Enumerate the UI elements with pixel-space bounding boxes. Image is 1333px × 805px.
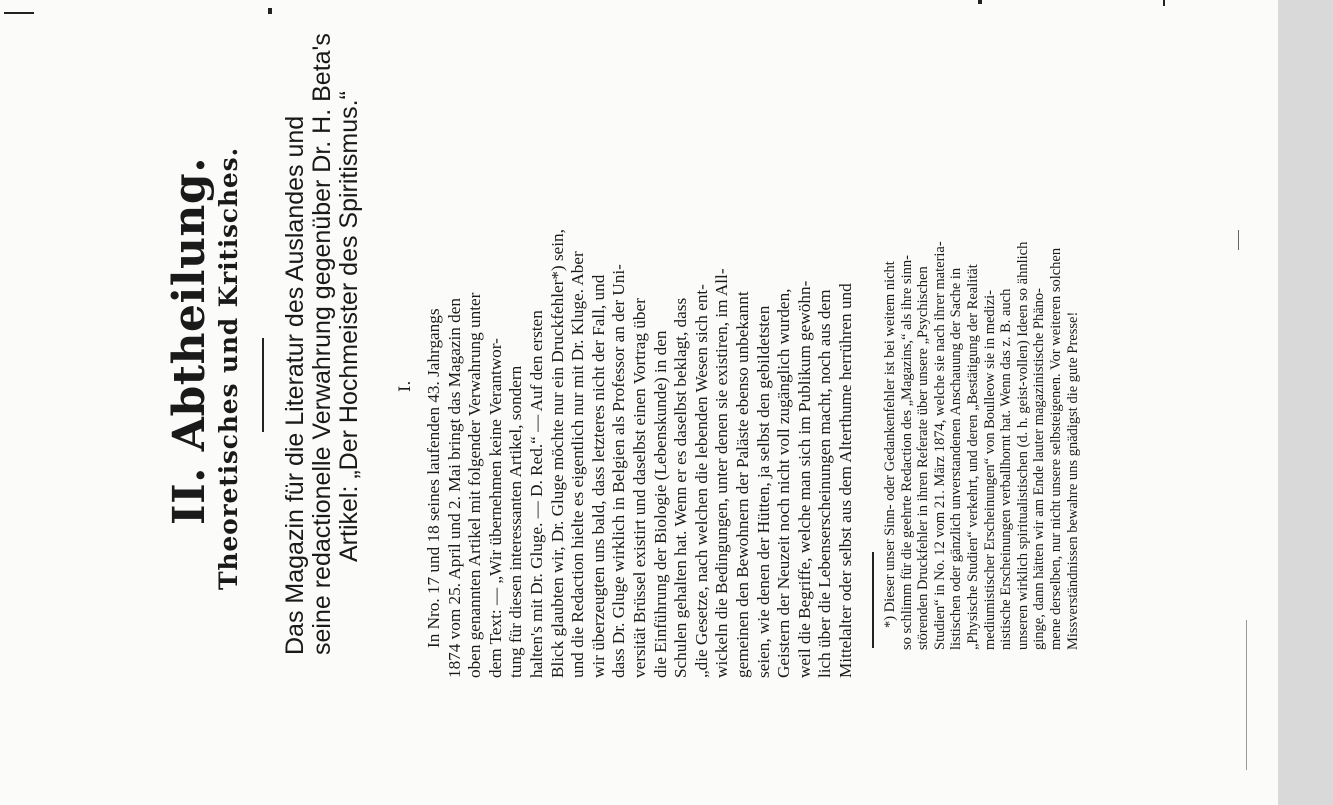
footnote-line: mene derselben, nur nicht unsere selbsteigenen. Vor weiteren solchen bbox=[1047, 247, 1064, 650]
footnote-line: so schlimm für die geehrte Redaction des „Magazins,“ als ihre sinn- bbox=[898, 254, 915, 650]
body-line: die Einführung der Biologie (Lebenskunde) in den bbox=[650, 330, 670, 678]
body-line: dem Text: — „Wir übernehmen keine Verantwor- bbox=[485, 338, 505, 678]
article-title bbox=[282, 33, 363, 655]
footnote-line: Studien“ in No. 12 vom 21. März 1874, welche sie nach ihrer materia- bbox=[931, 241, 948, 650]
body-line: wickeln die Bedingungen, unter denen sie existiren, im All- bbox=[712, 268, 732, 678]
scan-mark bbox=[1163, 0, 1165, 6]
part-numeral: I. bbox=[395, 380, 414, 392]
page-edge-line bbox=[1238, 230, 1239, 250]
body-line: Schulen gehalten hat. Wenn er es daselbst beklagt, dass bbox=[671, 297, 691, 678]
sidebar bbox=[1278, 0, 1333, 805]
body-line: gemeinen den Bewohnern der Paläste ebenso unbekannt bbox=[732, 291, 752, 678]
footnote-line: nistische Erscheinungen verballhornt hat. Wenn das z. B. auch bbox=[998, 288, 1015, 650]
page-edge-line bbox=[1246, 620, 1247, 770]
body-line: dass Dr. Gluge wirklich in Belgien als Professor an der Uni- bbox=[609, 264, 629, 678]
body-line: versität Brüssel existirt und daselbst einen Vortrag über bbox=[629, 298, 649, 678]
footnote-line: unseren wirklich spiritualistischen (d. h. geist-vollen) Ideen so ähnlich bbox=[1014, 241, 1031, 650]
footnote-line: listischen oder gänzlich unverstandenen Anschauung der Sache in bbox=[948, 267, 965, 650]
footnote-line: *) Dieser unser Sinn- oder Gedankenfehler ist bei weitem nicht bbox=[882, 261, 898, 628]
title-line: Artikel: „Der Hochmeister des Spiritismus.“ bbox=[335, 91, 363, 562]
title-line: seine redactionelle Verwahrung gegenüber Dr. H. Beta's bbox=[308, 33, 336, 655]
body-line: halten's mit Dr. Gluge. — D. Red.“ — Auf den ersten bbox=[526, 310, 546, 678]
body-line: In Nro. 17 und 18 seines laufenden 43. Jahrgangs bbox=[424, 308, 443, 648]
scan-mark bbox=[978, 0, 982, 4]
body-line: und die Redaction hielte es eigentlich nur mit Dr. Kluge. Aber bbox=[568, 251, 588, 678]
title-line: Das Magazin für die Literatur des Auslandes und bbox=[281, 115, 309, 655]
body-line: Mittelalter oder selbst aus dem Alterthume herrühren und bbox=[835, 283, 855, 678]
footnote-rule bbox=[872, 552, 874, 648]
body-line: seien, wie denen der Hütten, ja selbst den gebildetsten bbox=[753, 305, 773, 678]
heading-rule bbox=[262, 338, 264, 432]
body-text bbox=[424, 108, 856, 678]
footnote-line: Missverständnissen bewahre uns gnädigst die gute Presse! bbox=[1064, 311, 1081, 650]
body-line: oben genannten Artikel mit folgender Verwahrung unter bbox=[465, 292, 485, 678]
footnote-line: mediumistischer Erscheinungen“ von Boulleow sie in medizi- bbox=[981, 289, 998, 650]
body-line: 1874 vom 25. April und 2. Mai bringt das Magazin den bbox=[444, 298, 464, 678]
footnote bbox=[882, 90, 1081, 650]
body-line: tung für diesen interessanten Artikel, sondern bbox=[506, 365, 526, 678]
body-line: „die Gesetze, nach welchen die lebenden Wesen sich ent- bbox=[691, 284, 711, 678]
footnote-line: ginge, dann hätten wir am Ende lauter magazinistische Phäno- bbox=[1031, 288, 1048, 650]
section-heading: II. Abtheilung. bbox=[164, 156, 215, 525]
footnote-line: „Physische Studien“ verkehrt, und deren „Bestätigung der Realität bbox=[964, 264, 981, 650]
subheading: Theoretisches und Kritisches. bbox=[214, 147, 243, 590]
footnote-line: störenden Druckfehler in ihren Referate über unsere „Psychischen bbox=[915, 266, 932, 650]
scan-mark bbox=[4, 12, 34, 14]
body-line: weil die Begriffe, welche man sich im Publikum gewöhn- bbox=[794, 280, 814, 678]
body-line: Blick glaubten wir, Dr. Gluge möchte nur ein Druckfehler*) sein, bbox=[547, 229, 567, 678]
scan-mark bbox=[268, 8, 272, 14]
body-line: wir überzeugten uns bald, dass letzteres nicht der Fall, und bbox=[588, 274, 608, 678]
body-line: lich über die Lebenserscheinungen macht, noch aus dem bbox=[815, 289, 835, 678]
body-line: Geistern der Neuzeit noch nicht voll zugänglich wurden, bbox=[774, 288, 794, 678]
